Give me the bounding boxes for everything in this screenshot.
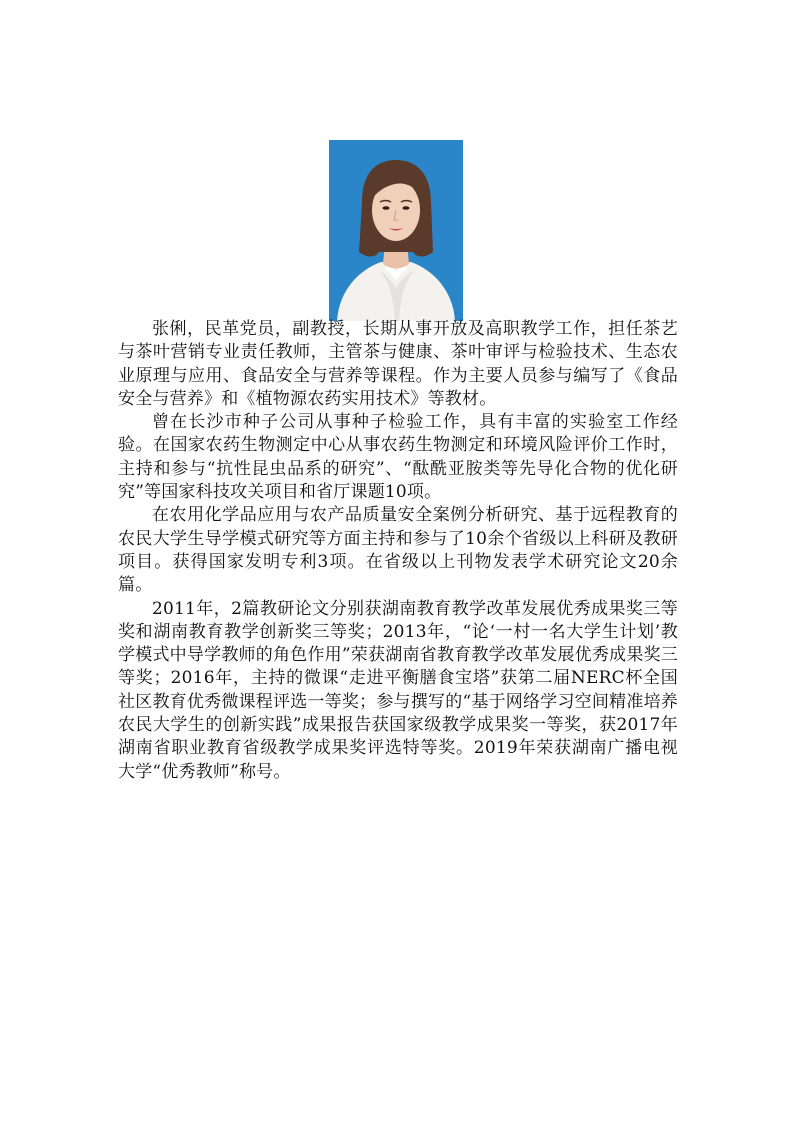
bio-paragraph-3: 在农用化学品应用与农产品质量安全案例分析研究、基于远程教育的农民大学生导学模式研究等方面主持和参与了10余个省级以上科研及教研项目。获得国家发明专利3项。在省级以上刊物发表学术研究论文20余篇。: [118, 505, 678, 596]
bio-text: [118, 318, 678, 784]
bio-paragraph-4: 2011年，2篇教研论文分别获湖南教育教学改革发展优秀成果奖三等奖和湖南教育教学创新奖三等奖；2013年，“论‘一村一名大学生计划’教学模式中导学教师的角色作用”荣获湖南省教育教学改革发展优秀成果奖三等奖；2016年，主持的微课“走进平衡膳食宝塔”获第二届NERC杯全国社区教育优秀微课程评选一等奖；参与撰写的“基于网络学习空间精准培养农民大学生的创新实践”成果报告获国家级教学成果奖一等奖，获2017年湖南省职业教育省级教学成果奖评选特等奖。2019年荣获湖南广播电视大学“优秀教师”称号。: [118, 598, 678, 782]
portrait-photo: [329, 140, 463, 321]
bio-paragraph-2: 曾在长沙市种子公司从事种子检验工作，具有丰富的实验室工作经验。在国家农药生物测定中心从事农药生物测定和环境风险评价工作时，主持和参与“抗性昆虫品系的研究”、“酞酰亚胺类等先导化合物的优化研究”等国家科技攻关项目和省厅课题10项。: [118, 412, 678, 503]
bio-paragraph-1: 张俐，民革党员，副教授，长期从事开放及高职教学工作，担任茶艺与茶叶营销专业责任教师，主管茶与健康、茶叶审评与检验技术、生态农业原理与应用、食品安全与营养等课程。作为主要人员参与编写了《食品安全与营养》和《植物源农药实用技术》等教材。: [118, 319, 678, 409]
portrait-icon: [329, 140, 463, 321]
